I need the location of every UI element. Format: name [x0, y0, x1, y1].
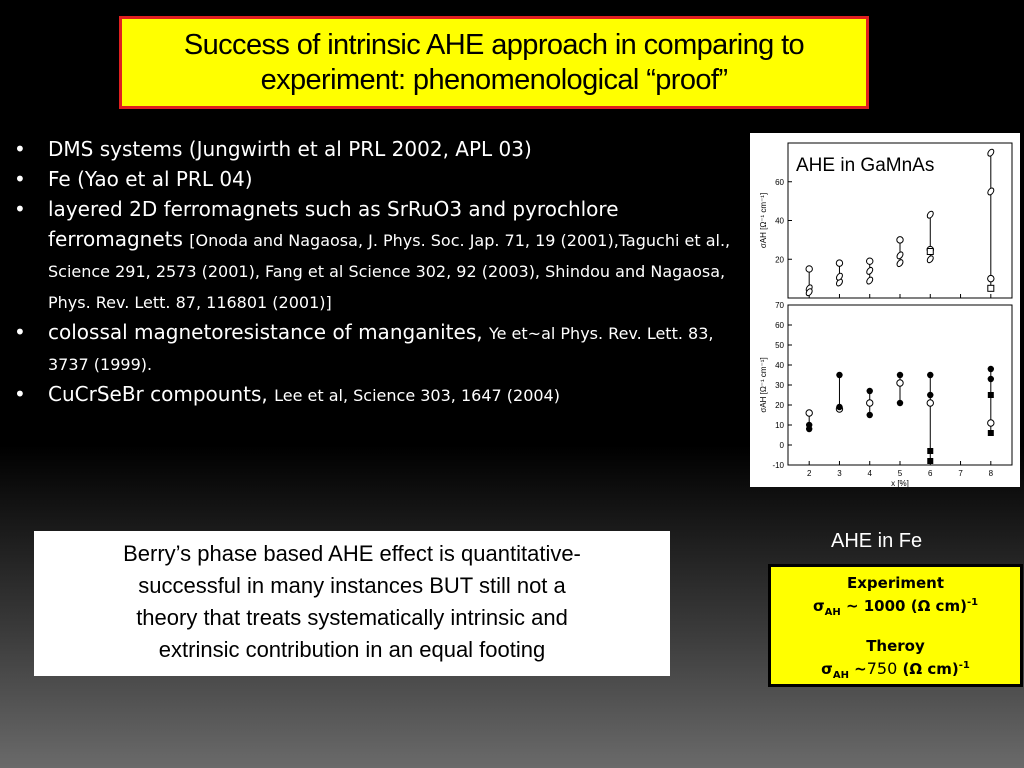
data-point — [867, 388, 873, 394]
data-point — [836, 404, 842, 410]
x-tick-label: 4 — [867, 469, 872, 478]
data-point — [926, 210, 934, 219]
x-tick-label: 2 — [806, 469, 812, 478]
y-tick-label: -10 — [772, 461, 784, 470]
bullet-text: CuCrSeBr compounts, — [48, 382, 275, 406]
tilde: ~ — [848, 660, 867, 678]
title-line-2: experiment: phenomenological “proof” — [260, 63, 728, 96]
data-point — [927, 400, 933, 406]
note-box — [34, 531, 670, 676]
data-point — [988, 275, 994, 281]
data-point — [926, 255, 934, 264]
data-point — [927, 448, 933, 454]
data-point — [988, 285, 994, 291]
fe-box — [768, 564, 1023, 687]
theory-value — [771, 659, 1020, 681]
data-point — [897, 380, 903, 386]
data-point — [836, 372, 842, 378]
data-point — [988, 430, 994, 436]
data-point — [806, 426, 812, 432]
data-point — [867, 400, 873, 406]
sigma-symbol: σ — [812, 597, 825, 615]
y-tick-label: 10 — [775, 421, 784, 430]
bullet-marker: • — [14, 167, 26, 191]
fe-label: AHE in Fe — [831, 530, 923, 552]
gamnas-plot — [750, 133, 1020, 487]
data-point — [988, 376, 994, 382]
bullet-item — [14, 164, 736, 194]
theory-heading: Theroy — [866, 637, 925, 655]
unit-exponent: -1 — [966, 597, 979, 608]
data-point — [897, 237, 903, 243]
sigma-subscript: AH — [824, 607, 841, 618]
x-tick-label: 8 — [988, 469, 994, 478]
y-tick-label: 60 — [775, 177, 784, 187]
bullet-item — [14, 194, 736, 317]
slide-title — [184, 28, 804, 98]
bullet-reference: Ye et~al Phys. Rev. Lett. 83, 3737 (1999). — [48, 324, 714, 374]
data-point — [897, 372, 903, 378]
data-point — [927, 372, 933, 378]
data-point — [927, 392, 933, 398]
data-point — [806, 266, 812, 272]
bullet-marker: • — [14, 382, 26, 406]
data-point — [988, 392, 994, 398]
y-axis-label: σAH [Ω⁻¹ cm⁻¹] — [759, 192, 768, 249]
x-tick-label: 5 — [897, 469, 903, 478]
note-line-1: Berry’s phase based AHE effect is quantitative- — [123, 541, 581, 566]
y-tick-label: 0 — [779, 441, 784, 450]
title-line-1: Success of intrinsic AHE approach in comparing to — [183, 28, 805, 61]
bullet-item — [14, 317, 736, 379]
experiment-value — [771, 597, 1020, 618]
theory-number: 750 — [866, 659, 898, 678]
y-tick-label: 20 — [775, 401, 784, 410]
sigma-symbol: σ — [821, 660, 833, 678]
data-point — [836, 260, 842, 266]
y-tick-label: 70 — [775, 301, 784, 310]
bullet-reference: [Onoda and Nagaosa, J. Phys. Soc. Jap. 71, 19 (2001),Taguchi et al., Science 291, 2573 (2001), Fang et al Science 302, 92 (2003), Shindou and Nagaosa, Phys. Rev. Lett. 87, 116801 (2001)] — [48, 231, 731, 312]
note-line-2: successful in many instances BUT still not a — [138, 573, 566, 598]
bullet-item — [14, 379, 736, 410]
plot-panel — [750, 133, 1020, 487]
data-point — [988, 366, 994, 372]
bullet-list — [14, 134, 736, 410]
bullet-text: Fe (Yao et al PRL 04) — [48, 167, 253, 191]
bullet-text: colossal magnetoresistance of manganites, — [48, 320, 489, 344]
x-axis-label: x [%] — [891, 479, 909, 487]
unit-exponent: -1 — [958, 660, 970, 671]
data-point — [866, 276, 874, 285]
x-tick-label: 3 — [837, 469, 842, 478]
experiment-heading: Experiment — [846, 574, 945, 592]
y-tick-label: 40 — [775, 216, 784, 226]
bullet-item — [14, 134, 736, 164]
theory-unit: (Ω cm) — [897, 660, 959, 678]
y-tick-label: 60 — [775, 321, 784, 330]
experiment-number: ~ 1000 (Ω cm) — [840, 597, 967, 615]
y-tick-label: 30 — [775, 381, 784, 390]
y-axis-label: σAH [Ω⁻¹ cm⁻¹] — [759, 357, 768, 413]
x-tick-label: 6 — [928, 469, 933, 478]
bullet-reference: Lee et al, Science 303, 1647 (2004) — [274, 386, 560, 405]
y-tick-label: 40 — [775, 361, 784, 370]
plot-label: AHE in GaMnAs — [796, 155, 935, 176]
data-point — [927, 458, 933, 464]
bullet-marker: • — [14, 137, 26, 161]
data-point — [806, 410, 812, 416]
bullet-marker: • — [14, 197, 26, 221]
data-point — [927, 249, 933, 255]
data-point — [987, 148, 995, 157]
data-point — [896, 251, 904, 260]
bullet-text: layered 2D ferromagnets such as SrRuO3 and pyrochlore ferromagnets — [48, 197, 619, 251]
y-tick-label: 50 — [775, 341, 784, 350]
data-point — [988, 420, 994, 426]
data-point — [896, 259, 904, 268]
bullet-marker: • — [14, 320, 26, 344]
note-line-3: theory that treats systematically intrinsic and — [136, 605, 568, 630]
data-point — [867, 258, 873, 264]
data-point — [987, 187, 995, 196]
data-point — [866, 266, 874, 275]
bullet-text: DMS systems (Jungwirth et al PRL 2002, APL 03) — [48, 137, 532, 161]
y-tick-label: 20 — [775, 255, 784, 265]
data-point — [897, 400, 903, 406]
sigma-subscript: AH — [832, 670, 849, 681]
data-point — [867, 412, 873, 418]
note-line-4: extrinsic contribution in an equal footing — [158, 637, 546, 662]
x-tick-label: 7 — [958, 469, 963, 478]
title-box — [119, 16, 869, 109]
